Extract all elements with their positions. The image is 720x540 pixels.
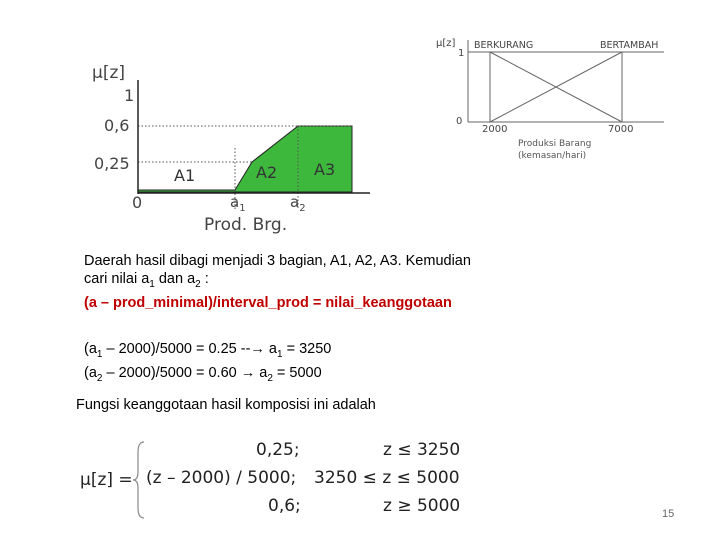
- formula-row2-value: (z – 2000) / 5000;: [146, 468, 297, 488]
- x-tick-a1: $a_1$: [230, 193, 246, 214]
- y-tick-0-6: 0,6: [104, 116, 130, 135]
- formula-lhs: μ[z] =: [80, 470, 133, 490]
- explanation-line-1: Daerah hasil dibagi menjadi 3 bagian, A1, A2, A3. Kemudian: [84, 253, 471, 269]
- explanation-paragraph: [84, 252, 471, 312]
- formula-row3-condition: z ≥ 5000: [383, 496, 461, 516]
- formula-row2-condition: 3250 ≤ z ≤ 5000: [314, 468, 460, 488]
- explanation-formula-line: (a – prod_minimal)/interval_prod = nilai_keanggotaan: [84, 294, 452, 311]
- rc-label-bertambah: BERTAMBAH: [600, 40, 659, 51]
- rc-y-tick-1: 1: [458, 48, 465, 59]
- explanation-line-2: cari nilai $a_1$ dan $a_2$ :: [84, 271, 209, 290]
- rc-y-tick-0: 0: [456, 116, 463, 127]
- equation-a1: $(a_1 - 2000)/5000 = 0.25$ --→ $a_1 = 3250$: [84, 341, 332, 360]
- equation-a2: $(a_2 - 2000)/5000 = 0.60 \to a_2 = 5000$: [84, 364, 322, 384]
- formula-row3-value: 0,6;: [268, 496, 301, 516]
- formula-row1-condition: z ≤ 3250: [383, 440, 461, 460]
- formula-brace: [132, 440, 146, 520]
- membership-chart: [428, 30, 678, 170]
- region-a2-label: A2: [256, 163, 278, 182]
- composition-intro: Fungsi keanggotaan hasil komposisi ini adalah: [76, 397, 376, 413]
- formula-row1-value: 0,25;: [256, 440, 300, 460]
- rc-x-axis-label-2: (kemasan/hari): [518, 151, 587, 161]
- composition-chart: [80, 58, 380, 238]
- arrow-icon: →: [250, 341, 265, 357]
- page-number: 15: [662, 508, 675, 520]
- y-tick-1: 1: [124, 86, 135, 105]
- y-tick-0: 0: [132, 193, 143, 212]
- y-tick-0-25: 0,25: [94, 154, 130, 173]
- equations-block: [84, 340, 331, 388]
- x-tick-a2: $a_2$: [290, 193, 306, 214]
- composition-fill-area: [138, 126, 352, 192]
- x-axis-label: Prod. Brg.: [204, 215, 288, 235]
- rc-x-tick-2000: 2000: [482, 124, 508, 135]
- rc-x-tick-7000: 7000: [608, 124, 634, 135]
- rc-x-axis-label-1: Produksi Barang: [518, 139, 592, 149]
- arrow-icon: →: [240, 364, 256, 381]
- rc-y-label: μ[z]: [436, 38, 456, 49]
- region-a1-label: A1: [174, 166, 196, 185]
- rc-label-berkurang: BERKURANG: [474, 40, 534, 51]
- region-a3-label: A3: [314, 160, 336, 179]
- y-axis-label: μ[z]: [92, 63, 126, 83]
